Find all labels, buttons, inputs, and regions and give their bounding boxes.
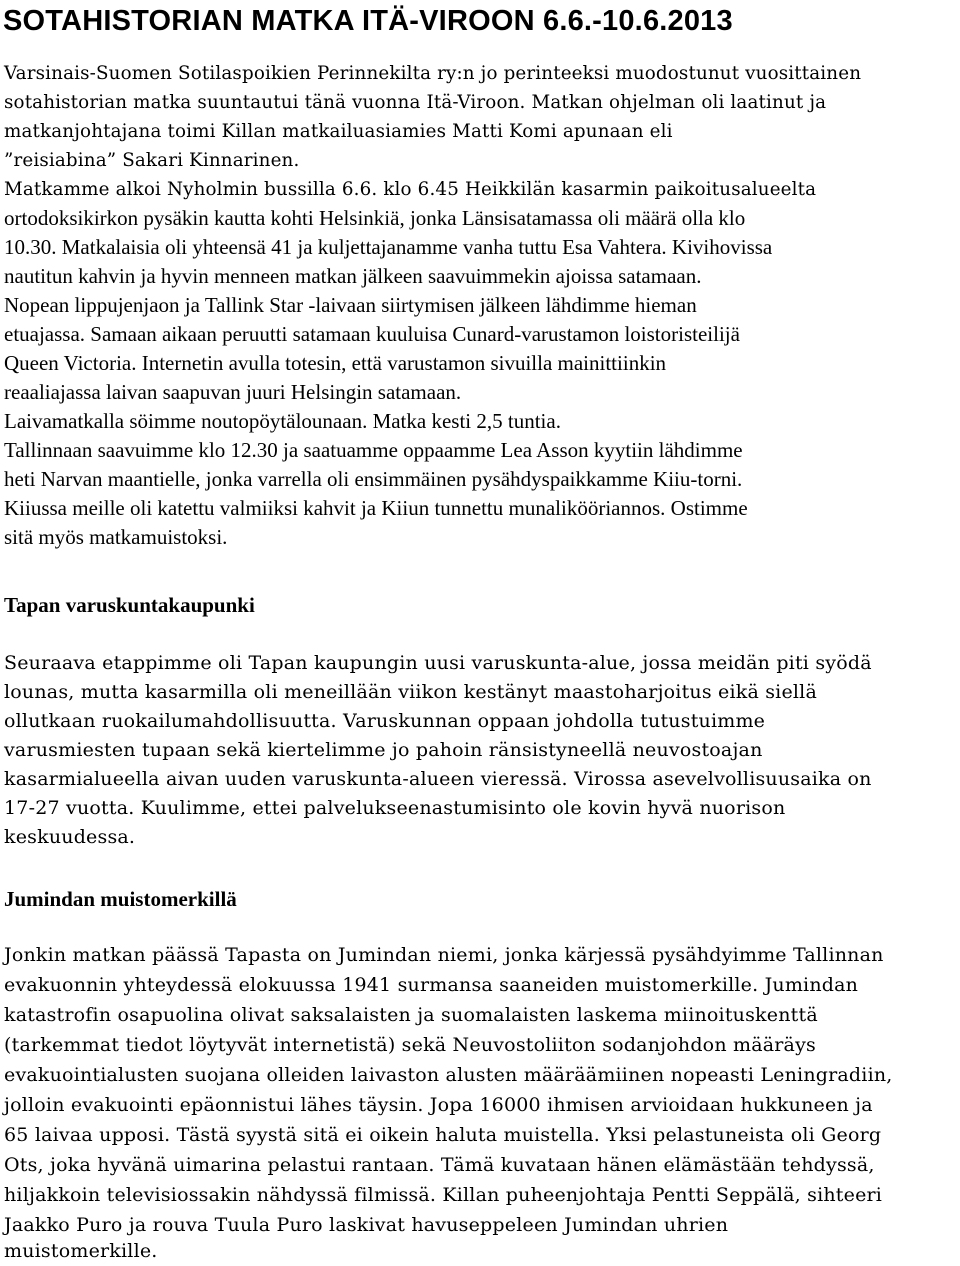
text-line: Kiiussa meille oli katettu valmiiksi kahvit ja Kiiun tunnettu munalikööriannos. Ostimme (4, 496, 748, 520)
text-line: katastrofin osapuolina olivat saksalaisten ja suomalaisten laskema miinoituskenttä (4, 1004, 818, 1026)
text-line: varusmiesten tupaan sekä kiertelimme jo pahoin ränsistyneellä neuvostoajan (4, 739, 763, 761)
text-line: ortodoksikirkon pysäkin kautta kohti Helsinkiä, jonka Länsisatamassa oli määrä olla klo (4, 206, 746, 230)
text-line: jolloin evakuointi epäonnistui lähes täysin. Jopa 16000 ihmisen arvioidaan hukkuneen ja (4, 1094, 873, 1116)
text-line: 10.30. Matkalaisia oli yhteensä 41 ja kuljettajanamme vanha tuttu Esa Vahtera. Kivihovissa (4, 235, 773, 259)
text-line: Laivamatkalla söimme noutopöytälounaan. Matka kesti 2,5 tuntia. (4, 409, 561, 433)
text-line: Queen Victoria. Internetin avulla totesin, että varustamon sivuilla mainittiinkin (4, 351, 667, 375)
text-line: lounas, mutta kasarmilla oli meneillään viikon kestänyt maastoharjoitus eikä siellä (4, 681, 817, 703)
text-line: etuajassa. Samaan aikaan peruutti satamaan kuuluisa Cunard-varustamon loistoristeilijä (4, 322, 740, 346)
text-line: evakuonnin yhteydessä elokuussa 1941 surmansa saaneiden muistomerkille. Jumindan (4, 974, 859, 996)
text-line: Matkamme alkoi Nyholmin bussilla 6.6. klo 6.45 Heikkilän kasarmin paikoitusalueelta (4, 179, 817, 200)
text-line: 17-27 vuotta. Kuulimme, ettei palvelukseenastumisinto ole kovin hyvä nuorison (4, 797, 786, 819)
text-line: Seuraava etappimme oli Tapan kaupungin uusi varuskunta-alue, jossa meidän piti syödä (4, 652, 872, 674)
text-line: evakuointialusten suojana olleiden laivaston alusten määräämiinen nopeasti Leningradiin, (4, 1064, 893, 1086)
document-title: SOTAHISTORIAN MATKA ITÄ-VIROON 6.6.-10.6.2013 (3, 5, 733, 37)
text-line: ”reisiabina” Sakari Kinnarinen. (4, 150, 300, 171)
text-line: ollutkaan ruokailumahdollisuutta. Varuskunnan oppaan johdolla tutustuimme (4, 710, 766, 732)
text-line: nautitun kahvin ja hyvin menneen matkan jälkeen saavuimmekin ajoissa satamaan. (4, 264, 702, 288)
text-line: sotahistorian matka suuntautui tänä vuonna Itä-Viroon. Matkan ohjelman oli laatinut ja (4, 92, 827, 113)
text-line: Nopean lippujenjaon ja Tallink Star -laivaan siirtymisen jälkeen lähdimme hieman (4, 293, 697, 317)
text-line: Jonkin matkan päässä Tapasta on Jumindan niemi, jonka kärjessä pysähdyimme Tallinnan (4, 944, 884, 966)
text-line: hiljakkoin televisiossakin nähdyssä filmissä. Killan puheenjohtaja Pentti Seppälä, sihteeri (4, 1184, 883, 1206)
section-heading-juminda: Jumindan muistomerkillä (4, 887, 237, 911)
text-line: matkanjohtajana toimi Killan matkailuasiamies Matti Komi apunaan eli (4, 121, 673, 142)
text-line: reaaliajassa laivan saapuvan juuri Helsingin satamaan. (4, 380, 462, 404)
text-line: muistomerkille. (4, 1240, 158, 1262)
section-heading-tapan: Tapan varuskuntakaupunki (4, 593, 255, 617)
text-line: Varsinais-Suomen Sotilaspoikien Perinnekilta ry:n jo perinteeksi muodostunut vuosittainen (4, 63, 862, 84)
text-line: Ots, joka hyvänä uimarina pelastui rantaan. Tämä kuvataan hänen elämästään tehdyssä, (4, 1154, 875, 1176)
text-line: (tarkemmat tiedot löytyvät internetistä) sekä Neuvostoliiton sodanjohdon määräys (4, 1034, 816, 1056)
text-line: sitä myös matkamuistoksi. (4, 525, 228, 549)
text-line: Tallinnaan saavuimme klo 12.30 ja saatuamme oppaamme Lea Asson kyytiin lähdimme (4, 438, 743, 462)
text-line: Jaakko Puro ja rouva Tuula Puro laskivat havuseppeleen Jumindan uhrien (4, 1214, 729, 1236)
text-line: 65 laivaa upposi. Tästä syystä sitä ei oikein haluta muistella. Yksi pelastuneista oli Georg (4, 1124, 882, 1146)
text-line: kasarmialueella aivan uuden varuskunta-alueen vieressä. Virossa asevelvollisuusaika on (4, 768, 872, 790)
text-line: heti Narvan maantielle, jonka varrella oli ensimmäinen pysähdyspaikkamme Kiiu-torni. (4, 467, 743, 491)
text-line: keskuudessa. (4, 826, 136, 848)
